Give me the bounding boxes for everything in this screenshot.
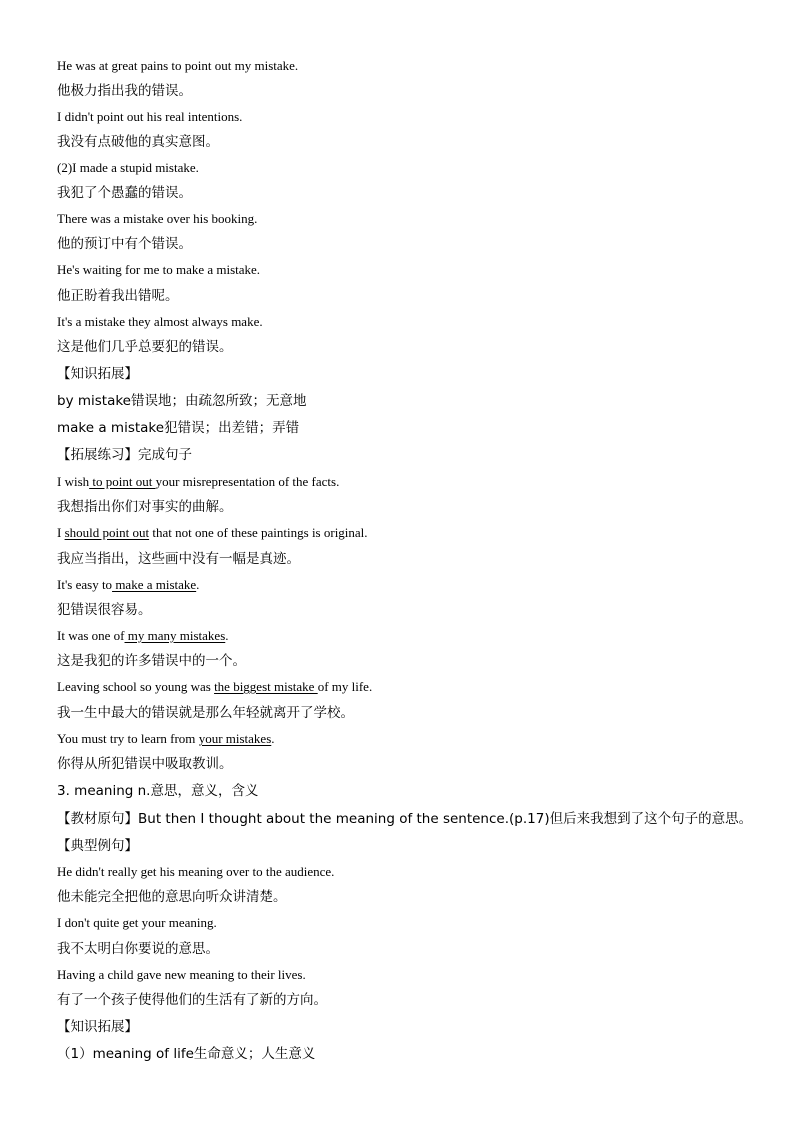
answer-blank: should point out [64, 525, 150, 540]
text-line: 他极力指出我的错误。 [57, 83, 192, 99]
text-line: 我一生中最大的错误就是那么年轻就离开了学校。 [57, 705, 354, 721]
exercise-sentence: It's easy to make a mistake. [57, 577, 200, 592]
entry-heading: 3. meaning n.意思，意义，含义 [57, 783, 259, 799]
text-line: Having a child gave new meaning to their lives. [57, 967, 306, 982]
text-line: 我犯了个愚蠢的错误。 [57, 185, 192, 201]
text-line: 我不太明白你要说的意思。 [57, 941, 219, 957]
text-line: 【教材原句】But then I thought about the meaning of the sentence.(p.17)但后来我想到了这个句子的意思。 [57, 811, 753, 827]
text-line: He didn't really get his meaning over to the audience. [57, 864, 335, 879]
text-line: 这是他们几乎总要犯的错误。 [57, 339, 233, 355]
exercise-sentence: I should point out that not one of these paintings is original. [57, 525, 368, 540]
text-line: 他未能完全把他的意思向听众讲清楚。 [57, 889, 287, 905]
section-heading: 【典型例句】 [57, 838, 138, 854]
text-line: （1）meaning of life生命意义；人生意义 [57, 1046, 316, 1062]
text-line: I didn't point out his real intentions. [57, 109, 243, 124]
exercise-sentence: You must try to learn from your mistakes. [57, 731, 275, 746]
answer-blank: make a mistake [112, 577, 197, 592]
answer-blank: your mistakes [198, 731, 272, 746]
exercise-sentence: I wish to point out your misrepresentation of the facts. [57, 474, 340, 489]
text-line: There was a mistake over his booking. [57, 211, 258, 226]
text-line: 我想指出你们对事实的曲解。 [57, 499, 233, 515]
section-heading: 【知识拓展】 [57, 366, 138, 382]
text-line: I don't quite get your meaning. [57, 915, 217, 930]
text-line: It's a mistake they almost always make. [57, 314, 263, 329]
exercise-sentence: It was one of my many mistakes. [57, 628, 229, 643]
text-line: 这是我犯的许多错误中的一个。 [57, 653, 246, 669]
text-line: 我没有点破他的真实意图。 [57, 134, 219, 150]
text-line: by mistake错误地；由疏忽所致；无意地 [57, 393, 307, 409]
section-heading: 【拓展练习】完成句子 [57, 447, 192, 463]
section-heading: 【知识拓展】 [57, 1019, 138, 1035]
text-line: 有了一个孩子使得他们的生活有了新的方向。 [57, 992, 327, 1008]
answer-blank: the biggest mistake [214, 679, 318, 694]
text-line: He was at great pains to point out my mistake. [57, 58, 299, 73]
text-line: 我应当指出，这些画中没有一幅是真迹。 [57, 551, 300, 567]
answer-blank: to point out [89, 474, 156, 489]
text-line: make a mistake犯错误；出差错；弄错 [57, 420, 300, 436]
text-line: 你得从所犯错误中吸取教训。 [57, 756, 233, 772]
text-line: (2)I made a stupid mistake. [57, 160, 199, 175]
exercise-sentence: Leaving school so young was the biggest mistake of my life. [57, 679, 373, 694]
text-line: 他的预订中有个错误。 [57, 236, 192, 252]
text-line: 犯错误很容易。 [57, 602, 152, 618]
text-line: He's waiting for me to make a mistake. [57, 262, 261, 277]
text-line: 他正盼着我出错呢。 [57, 288, 179, 304]
answer-blank: my many mistakes [124, 628, 226, 643]
